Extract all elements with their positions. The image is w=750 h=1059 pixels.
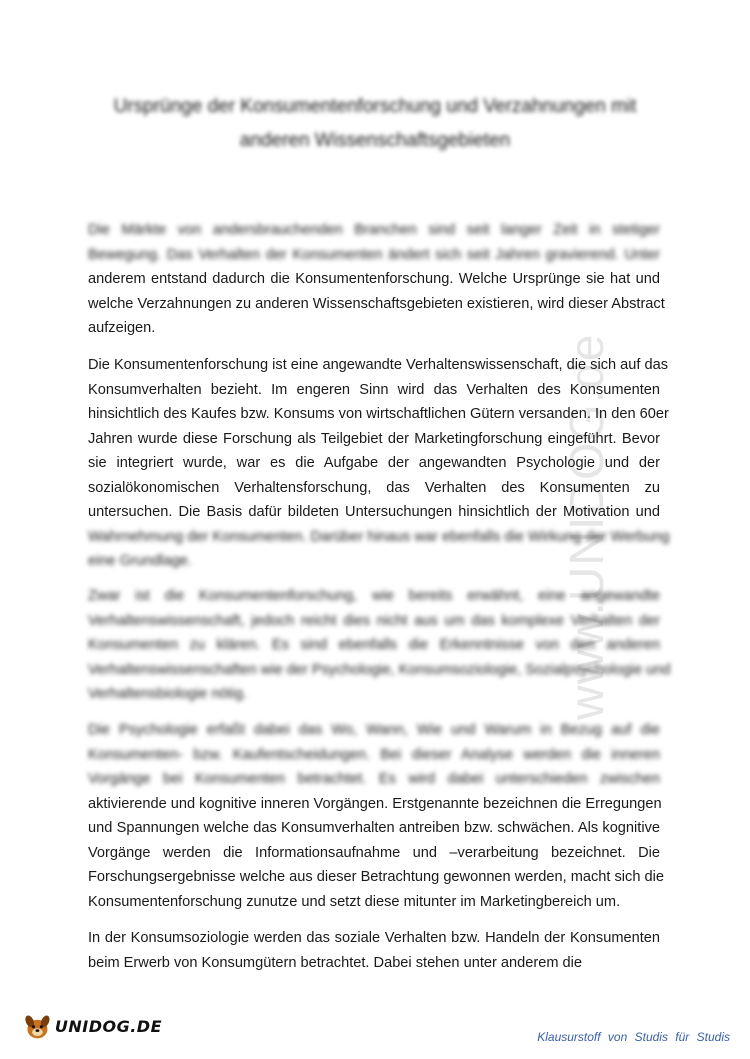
paragraph-psychology bbox=[88, 718, 664, 914]
text-line: untersuchen. Die Basis dafür bildeten Untersuchungen hinsichtlich der Motivation und bbox=[88, 504, 660, 520]
paragraph-sociology bbox=[88, 926, 660, 975]
logo-text: UNIDOG.DE bbox=[54, 1016, 162, 1036]
unidog-logo[interactable] bbox=[22, 1006, 162, 1046]
watermark: www.UNIDOG.de bbox=[561, 333, 614, 720]
paragraph-definition bbox=[88, 353, 670, 574]
title-line: Ursprünge der Konsumentenforschung und Verzahnungen mit bbox=[113, 96, 637, 117]
footer-tagline: Klausurstoff von Studis für Studis bbox=[537, 1030, 730, 1044]
text-line: Die Märkte von andersbrauchenden Branchen sind seit langer Zeit in stetiger bbox=[88, 222, 660, 238]
text-line: hinsichtlich des Kaufes bzw. Konsums von wirtschaftlichen Gütern versanden. In den 60er bbox=[88, 406, 669, 422]
text-line: Jahren wurde diese Forschung als Teilgebiet der Marketingforschung eingeführt. Bevor bbox=[88, 430, 660, 447]
text-line: Bewegung. Das Verhalten der Konsumenten ändert sich seit Jahren gravierend. Unter bbox=[88, 246, 660, 263]
dog-mascot-icon bbox=[22, 1007, 53, 1045]
title-line: anderen Wissenschaftsgebieten bbox=[239, 130, 511, 151]
text-line: Konsumverhalten bezieht. Im engeren Sinn wird das Verhalten des Konsumenten bbox=[88, 381, 660, 398]
text-line: Verhaltenswissenschaften wie der Psychologie, Konsumsoziologie, Sozialpsychologie und bbox=[88, 661, 671, 678]
text-line: Verhaltenswissenschaft, jedoch reicht dies nicht aus um das komplexe Verhalten der bbox=[88, 612, 660, 629]
text-line: Die Konsumentenforschung ist eine angewandte Verhaltenswissenschaft, die sich auf das bbox=[88, 357, 669, 373]
text-line: Forschungsergebnisse welche aus dieser Betrachtung gewonnen werden, macht sich die bbox=[88, 869, 664, 885]
text-line: aktivierende und kognitive inneren Vorgängen. Erstgenannte bezeichnen die Erregungen bbox=[88, 795, 662, 812]
text-line: Verhaltensbiologie nötig. bbox=[88, 686, 248, 702]
text-line: Konsumenten zu klären. Es sind ebenfalls die Erkenntnisse von den anderen bbox=[88, 637, 660, 653]
document-title bbox=[80, 90, 670, 158]
text-line: aufzeigen. bbox=[88, 320, 156, 336]
text-line: Vorgänge bei Konsumenten betrachtet. Es wird dabei unterschieden zwischen bbox=[88, 771, 660, 787]
text-line: welche Verzahnungen zu anderen Wissenschaftsgebieten existieren, wird dieser Abstract bbox=[88, 295, 665, 312]
text-line: sozialökonomischen Verhaltensforschung, das Verhalten des Konsumenten zu bbox=[88, 479, 660, 496]
text-line: sie integriert wurde, war es die Aufgabe der angewandten Psychologie und der bbox=[88, 455, 660, 471]
text-line: und Spannungen welche das Konsumverhalten antreiben bzw. schwächen. Als kognitive bbox=[88, 820, 660, 836]
text-line: Zwar ist die Konsumentenforschung, wie bereits erwähnt, eine angewandte bbox=[88, 588, 660, 604]
paragraph-intro bbox=[88, 218, 665, 341]
text-line: Die Psychologie erfaßt dabei das Wo, Wann, Wie und Warum in Bezug auf die bbox=[88, 722, 660, 738]
text-line: Konsumenten- bzw. Kaufentscheidungen. Bei dieser Analyse werden die inneren bbox=[88, 746, 660, 763]
text-line: Vorgänge werden die Informationsaufnahme und –verarbeitung bezeichnet. Die bbox=[88, 844, 660, 861]
text-line: eine Grundlage. bbox=[88, 553, 192, 569]
text-line: Konsumentenforschung zunutze und setzt diese mitunter im Marketingbereich um. bbox=[88, 893, 621, 910]
text-line: beim Erwerb von Konsumgütern betrachtet. Dabei stehen unter anderem die bbox=[88, 954, 583, 971]
text-line: anderem entstand dadurch die Konsumentenforschung. Welche Ursprünge sie hat und bbox=[88, 271, 660, 287]
text-line: In der Konsumsoziologie werden das soziale Verhalten bzw. Handeln der Konsumenten bbox=[88, 930, 660, 946]
text-line: Wahrnehmung der Konsumenten. Darüber hinaus war ebenfalls die Wirkung der Werbung bbox=[88, 528, 670, 545]
paragraph-disciplines bbox=[88, 584, 671, 707]
